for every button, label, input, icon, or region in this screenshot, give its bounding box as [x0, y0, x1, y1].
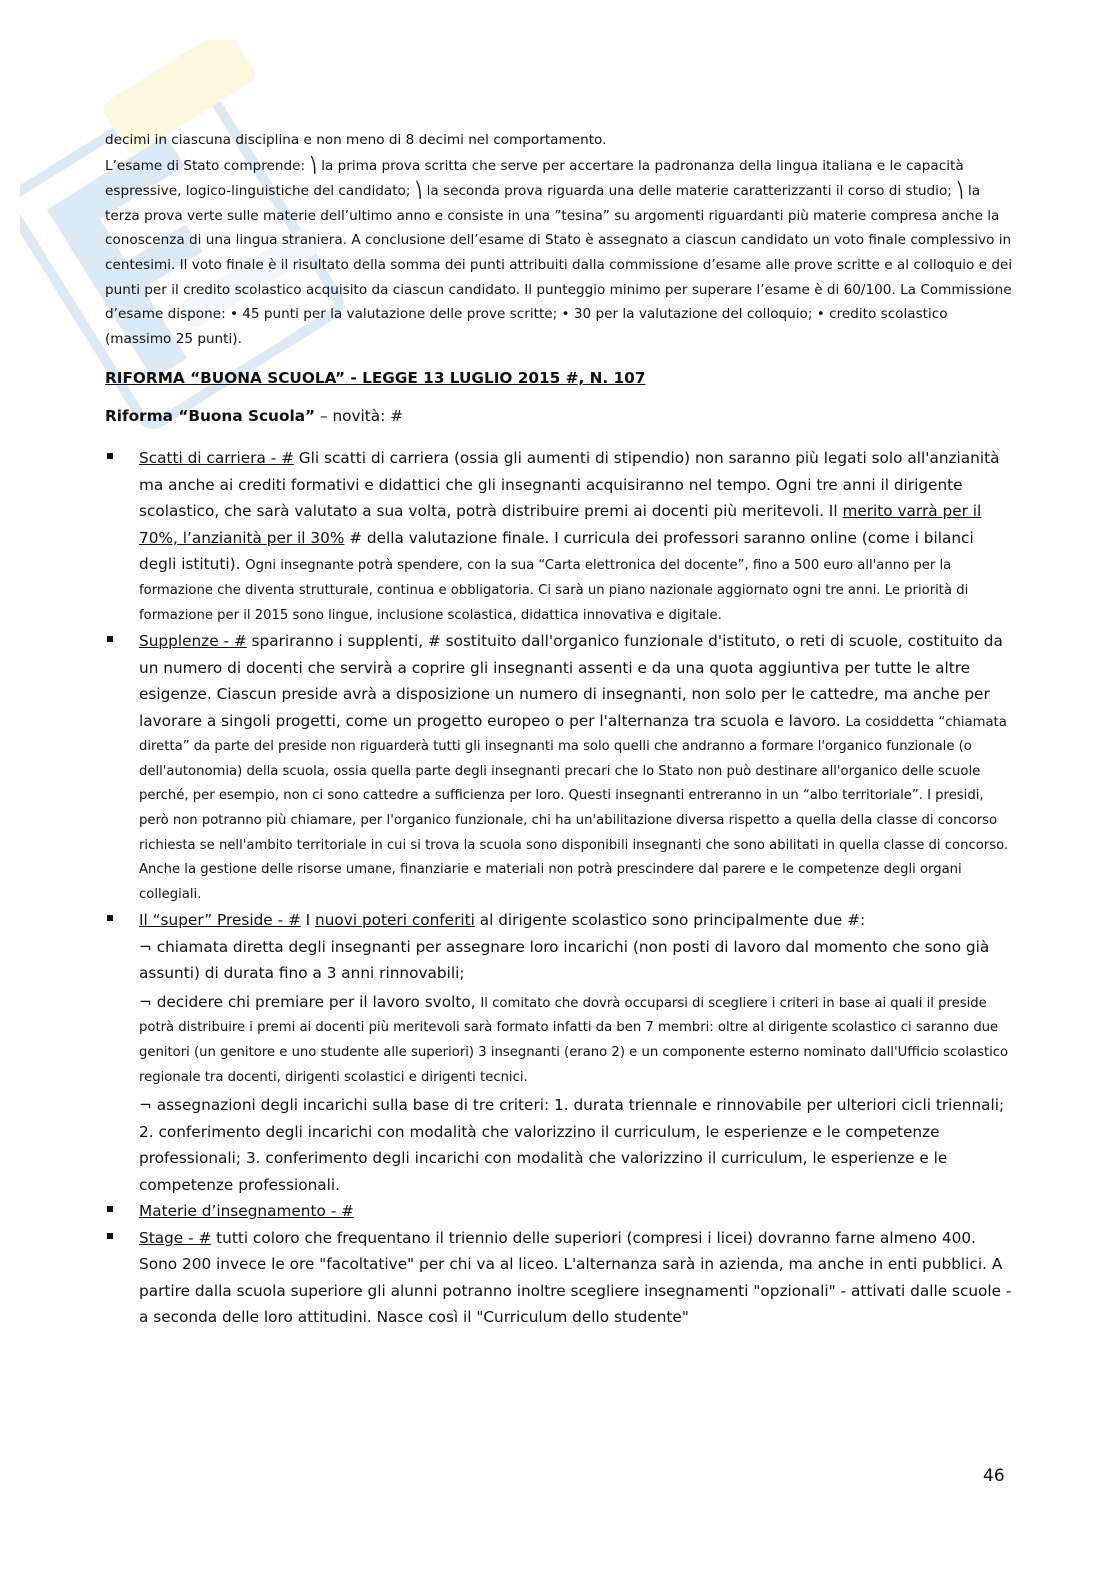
preside-poteri-text: nuovi poteri conferiti — [315, 911, 475, 930]
document-page — [105, 128, 1015, 1331]
bullet-square-icon — [107, 1206, 113, 1212]
preside-sub-2 — [139, 989, 1015, 1090]
bracket-glyph-2: ⎞ — [414, 181, 423, 200]
reform-items-list — [105, 445, 1015, 1330]
list-item-supplenze — [105, 628, 1015, 907]
scatti-small-text: Ogni insegnante potrà spendere, con la sua “Carta elettronica del docente”, fino a 500 euro all'anno per la formazione che diventa strutturale, continua e obbligatoria. Ci sarà un piano nazionale aggiornato ogni tre anni. Le priorità di formazione per il 2015 sono lingue, inclusione scolastica, didattica innovativa e digitale. — [139, 558, 969, 623]
scatti-label: Scatti di carriera - # — [139, 449, 294, 468]
stage-text: tutti coloro che frequentano il triennio delle superiori (compresi i licei) dovranno farne almeno 400. Sono 200 invece le ore "facoltative" per chi va al liceo. L'alternanza sarà in azienda, ma anche in enti pubblici. A partire dalla scuola superiore gli alunni potranno inoltre scegliere insegnamenti "opzionali" - attivati dalle scuole - a seconda delle loro attitudini. Nasce così il "Curriculum dello studente" — [139, 1228, 1012, 1327]
negation-icon: ¬ — [139, 937, 152, 956]
scatti-merito-text: merito varrà per il 70%, l’anzianità per il 30% — [139, 502, 982, 547]
list-item-scatti — [105, 445, 1015, 628]
bullet-square-icon — [107, 636, 113, 642]
bullet-square-icon — [107, 453, 113, 459]
supplenze-label: Supplenze - # — [139, 632, 247, 651]
preside-text-c: al dirigente scolastico sono principalmente due #: — [474, 911, 866, 930]
list-item-preside — [105, 907, 1015, 1198]
preside-text-a: I — [300, 911, 316, 930]
stage-label: Stage - # — [139, 1228, 212, 1247]
section-heading-text: RIFORMA “BUONA SCUOLA” - LEGGE 13 LUGLIO 2015 #, N. 107 — [105, 369, 646, 388]
materie-label: Materie d’insegnamento - # — [139, 1202, 354, 1221]
preside-label: Il “super” Preside - # — [139, 911, 301, 930]
section-heading — [105, 367, 1015, 389]
bullet-square-icon — [107, 915, 113, 921]
supplenze-text: spariranno i supplenti, # sostituito dall'organico funzionale d'istituto, o reti di scuole, costituito da un numero di docenti che servirà a coprire gli insegnanti assenti e da una quota aggiuntiva per tutte le altre esigenze. Ciascun preside avrà a disposizione un numero di insegnanti, non solo per le cattedre, ma anche per lavorare a singoli progetti, come un progetto europeo o per l'alternanza tra scuola e lavoro. — [139, 632, 1003, 730]
preside-sub-2-text: decidere chi premiare per il lavoro svolto, — [151, 992, 481, 1011]
subheading — [105, 405, 1015, 427]
preside-sub-3 — [139, 1092, 1015, 1198]
list-item-stage — [105, 1225, 1015, 1331]
subheading-bold: Riforma “Buona Scuola” — [105, 407, 316, 426]
exam-intro-text: L’esame di Stato comprende: — [105, 157, 310, 174]
preside-sub-1 — [139, 934, 1015, 987]
page-number: 46 — [983, 1466, 1005, 1486]
prova-3-text: la terza prova verte sulle materie dell’ultimo anno e consiste in una ”tesina” su argomenti riguardanti più materie compresa anche la conoscenza di una lingua straniera. A conclusione dell’esame di Stato è assegnato a ciascun candidato un voto finale complessivo in centesimi. Il voto finale è il risultato della somma dei punti attribuiti dalla commissione d’esame alle prove scritte e al colloquio e dei punti per il credito scolastico acquisito da ciascun candidato. Il punteggio minimo per superare l’esame è di 60/100. La Commissione d’esame dispone: • 45 punti per la valutazione delle prove scritte; • 30 per la valutazione del colloquio; • credito scolastico (massimo 25 punti). — [105, 183, 1013, 347]
intro-paragraph — [105, 128, 1015, 351]
preside-sub-3-text: assegnazioni degli incarichi sulla base di tre criteri: 1. durata triennale e rinnovabile per ulteriori cicli triennali; 2. conferimento degli incarichi con modalità che valorizzino il curriculum, le esperienze e le competenze professionali; 3. conferimento degli incarichi con modalità che valorizzino il curriculum, le esperienze e le competenze professionali. — [139, 1096, 1005, 1194]
preside-sub-1-text: chiamata diretta degli insegnanti per assegnare loro incarichi (non posti di lavoro dal momento che sono già assunti) di durata fino a 3 anni rinnovabili; — [139, 937, 990, 983]
list-item-materie — [105, 1198, 1015, 1225]
negation-icon: ¬ — [139, 992, 152, 1011]
preside-sub-2-small: Il comitato che dovrà occuparsi di scegliere i criteri in base ai quali il preside potrà distribuire i premi ai docenti più meritevoli sarà formato infatti da ben 7 membri: oltre al dirigente scolastico ci saranno due genitori (un genitore e uno studente alle superiori) 3 insegnanti (erano 2) e un componente esterno nominato dall'Ufficio scolastico regionale tra docenti, dirigenti scolastici e dirigenti tecnici. — [139, 995, 1009, 1085]
intro-line-1: decimi in ciascuna disciplina e non meno di 8 decimi nel comportamento. — [105, 132, 607, 148]
scatti-text-a: Gli scatti di carriera (ossia gli aumenti di stipendio) non saranno più legati solo all'anzianità ma anche ai crediti formativi e didattici che gli insegnanti acquisiranno nel tempo. Ogni tre anni il dirigente scolastico, che sarà valutato a sua volta, potrà distribuire premi ai docenti più meritevoli. Il — [139, 449, 1000, 521]
negation-icon: ¬ — [139, 1096, 152, 1115]
subheading-rest: – novità: # — [315, 407, 404, 426]
prova-1-text: la prima prova scritta che serve per accertare la padronanza della lingua italiana e le capacità espressive, logico-linguistiche del candidato; — [105, 157, 964, 200]
bullet-square-icon — [107, 1233, 113, 1239]
prova-2-text: la seconda prova riguarda una delle materie caratterizzanti il corso di studio; — [422, 183, 957, 200]
bracket-glyph-1: ⎞ — [309, 155, 317, 174]
supplenze-small-text: La cosiddetta “chiamata diretta” da parte del preside non riguarderà tutti gli insegnanti ma solo quelli che andranno a formare l'organico funzionale (o dell'autonomia) della scuola, ossia quella parte degli insegnanti precari che lo Stato non può destinare all'organico delle scuole perché, per esempio, non ci sono cattedre a sufficienza per loro. Questi insegnanti entreranno in un “albo territoriale”. I presidi, però non potranno più chiamare, per l'organico funzionale, chi ha un'abilitazione diversa rispetto a quella della classe di concorso richiesta se nell'ambito territoriale in cui si trova la scuola sono disponibili insegnanti che sono abilitati in quella classe di concorso. Anche la gestione delle risorse umane, finanziarie e materiali non potrà prescindere dal parere e le competenze degli organi collegiali. — [139, 714, 1009, 902]
bracket-glyph-3: ⎞ — [956, 181, 964, 200]
scatti-text-c: # della valutazione finale. I curricula dei professori saranno online (come i bilanci degli istituti). — [139, 528, 974, 574]
